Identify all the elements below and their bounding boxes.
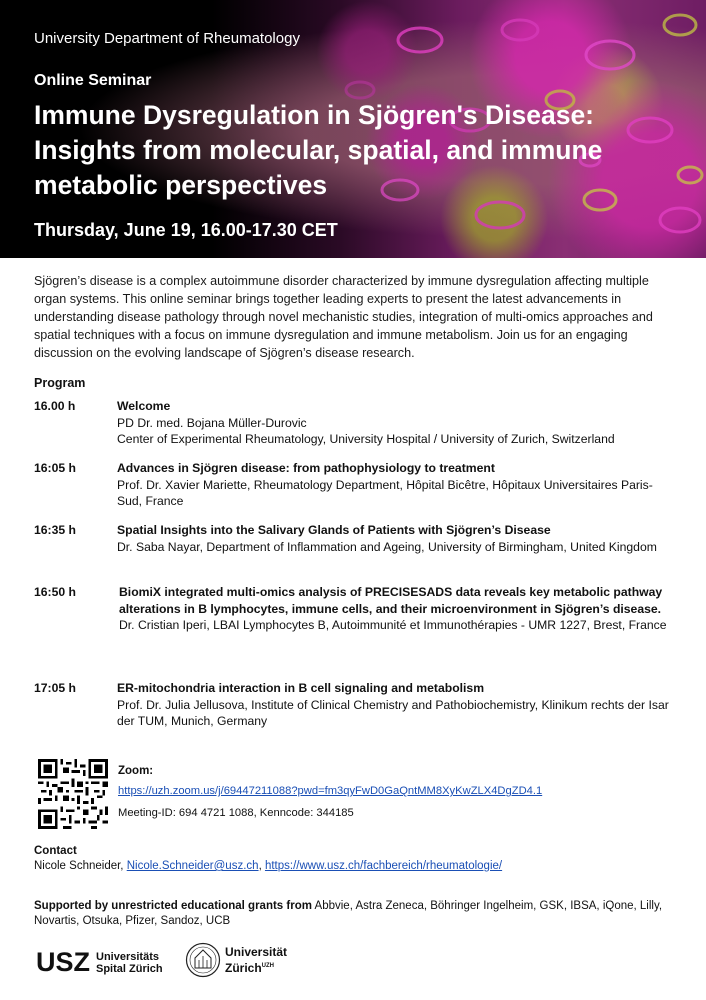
uzh-logo-line2: Zürich — [225, 961, 262, 975]
uzh-seal-icon — [185, 942, 221, 978]
program-title: BiomiX integrated multi-omics analysis of PRECISESADS data reveals key metabolic pathway alterations in B lymphocytes, immune cells, and their microenvironment in Sjögren’s disease. — [119, 585, 663, 616]
qr-code-icon[interactable] — [38, 759, 108, 829]
program-time: 16.00 h — [34, 399, 76, 413]
usz-logo-line1: Universitäts — [96, 950, 159, 963]
program-heading: Program — [34, 376, 86, 390]
program-time: 16:05 h — [34, 461, 77, 475]
event-date: Thursday, June 19, 16.00-17.30 CET — [34, 220, 338, 240]
usz-logo-line2: Spital Zürich — [96, 962, 163, 975]
seminar-title: Immune Dysregulation in Sjögren's Disease: Insights from molecular, spatial, and immune metabolic perspectives — [34, 100, 603, 200]
program-affiliation: Prof. Dr. Xavier Mariette, Rheumatology Department, Hôpital Bicêtre, Hôpitaux Universitaires Paris-Sud, France — [117, 477, 653, 508]
zoom-link[interactable]: https://uzh.zoom.us/j/69447211088?pwd=fm3qyFwD0GaQntMM8XyKwZLX4DgZD4.1 — [118, 785, 543, 797]
sponsors-text — [34, 899, 684, 929]
program-affiliation: Dr. Saba Nayar, Department of Inflammation and Ageing, University of Birmingham, United Kingdom — [117, 539, 657, 554]
program-affiliation: Prof. Dr. Julia Jellusova, Institute of Clinical Chemistry and Pathobiochemistry, Klinikum rechts der Isar der TUM, Munich, Germany — [117, 697, 669, 728]
header-banner — [0, 0, 706, 258]
event-type: Online Seminar — [34, 72, 152, 89]
zoom-heading: Zoom: — [118, 765, 154, 777]
uzh-logo — [185, 942, 287, 978]
program-title: Advances in Sjögren disease: from pathophysiology to treatment — [117, 461, 495, 475]
program-time: 16:50 h — [34, 585, 77, 599]
program-title: Welcome — [117, 399, 171, 413]
department-name: University Department of Rheumatology — [34, 30, 300, 47]
sponsors-lead: Supported by unrestricted educational grants from — [34, 900, 312, 912]
program-title: Spatial Insights into the Salivary Glands of Patients with Sjögren’s Disease — [117, 523, 551, 537]
zoom-meeting-id: Meeting-ID: 694 4721 1088, Kenncode: 344185 — [118, 807, 354, 819]
uzh-logo-line1: Universität — [225, 945, 288, 959]
usz-logo — [36, 947, 163, 978]
contact-line — [34, 860, 502, 872]
program-title: ER-mitochondria interaction in B cell signaling and metabolism — [117, 681, 485, 695]
intro-paragraph: Sjögren’s disease is a complex autoimmune disorder characterized by immune dysregulation affecting multiple organ systems. This online seminar brings together leading experts to present the latest advancements in understanding disease pathology through novel mechanistic studies, integration of multi-omics approaches and spatial techniques with a focus on immune dysregulation and immune metabolism. Join us for an engaging discussion on the evolving landscape of Sjögren’s disease research. — [34, 274, 653, 360]
uzh-logo-sup: UZH — [261, 963, 275, 969]
program-time: 16:35 h — [34, 523, 77, 537]
contact-website-link[interactable]: https://www.usz.ch/fachbereich/rheumatologie/ — [264, 860, 503, 872]
contact-name: Nicole Schneider, — [34, 860, 127, 872]
usz-logo-mark: USZ — [36, 947, 90, 977]
contact-heading: Contact — [34, 845, 77, 857]
sponsors-list: Abbvie, Astra Zeneca, Böhringer Ingelheim, GSK, IBSA, iQone, Lilly, Novartis, Otsuka, Pfizer, Sandoz, UCB — [34, 900, 663, 927]
program-affiliation: Center of Experimental Rheumatology, University Hospital / University of Zurich, Switzerland — [117, 432, 615, 446]
contact-email-link[interactable]: Nicole.Schneider@usz.ch — [126, 860, 259, 872]
program-time: 17:05 h — [34, 681, 77, 695]
program-affiliation: Dr. Cristian Iperi, LBAI Lymphocytes B, Autoimmunité et Immunothérapies - UMR 1227, Brest, France — [119, 618, 667, 632]
program-speaker: PD Dr. med. Bojana Müller-Durovic — [117, 415, 307, 430]
contact-separator: , — [258, 860, 265, 872]
